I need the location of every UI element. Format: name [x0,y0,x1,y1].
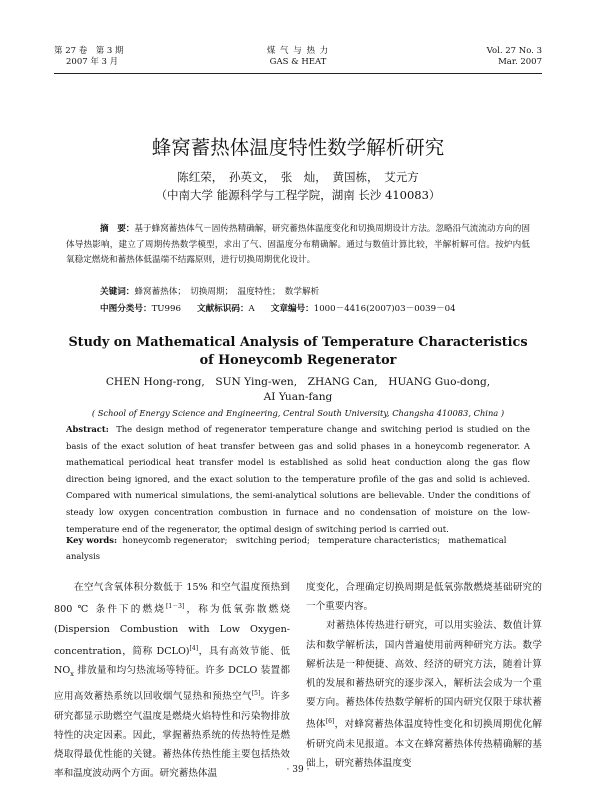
paper-title-cn: 蜂窝蓄热体温度特性数学解析研究 [151,136,445,159]
body-right-paragraph-1: 度变化，合理确定切换周期是低氧弥散燃烧基础研究的一个重要内容。 [306,582,542,613]
citation-6: [6] [325,718,335,726]
affiliation-cn: （中南大学 能源科学与工程学院，湖南 长沙 410083） [155,188,441,202]
keywords-cn [100,285,530,299]
citation-1-3: [1－3] [166,603,185,611]
citation-4: [4] [189,644,199,652]
keywords-en-text: honeycomb regenerator; switching period; temperature characteristics; mathematical analysis [66,535,507,562]
body-left-text-2: ，称为低氧弥散燃烧 (Dispersion Combustion with Low Oxygen-concentration，简称 DCLO) [54,604,290,657]
journal-volume-info-en [487,46,542,68]
issue-date: 2007 年 3 月 [66,57,119,67]
article-number-label: 文章编号： [270,304,314,314]
body-right-text-1: 对蓄热体传热进行研究，可以用实验法、数值计算法和数学解析法，国内普遍使用前两种研究方法。数学解析法是一种便捷、高效、经济的研究方法，随着计算机的发展和蓄热研究的逐步深入，解析法会成为一个重要方向。蓄热体传热数学解析的国内研究仅限于球状蓄热体 [306,620,542,731]
body-left-text-5: 。许多研究都显示助燃空气温度是燃烧火焰特性和污染物排放特性的决定因素。因此，掌握蓄热系统的传热特性是燃烧取得最优性能的关键。蓄热体传热性能主要包括热效率和温度波动两个方面。研究蓄热体温 [54,691,291,780]
body-left-text-3: ，具有高效节能、低 NO [54,645,290,677]
paper-title-en [0,334,596,370]
paper-title-en-line1: Study on Mathematical Analysis of Temperature Characteristics [68,335,528,350]
doc-code-value: A [248,304,255,314]
abstract-cn [66,222,530,269]
page-number: · 39 · [286,765,310,775]
keywords-en-label: Key words: [66,535,118,545]
body-right-text-2: ，对蜂窝蓄热体温度特性变化和切换周期优化解析研究尚未见报道。本文在蜂窝蓄热体传热精确解的基础上，研究蓄热体温度变 [306,719,543,770]
nox-subscript: x [70,670,74,679]
body-column-left [54,578,290,784]
body-left-text-4: 排放量和均匀热流场等特征。许多 DCLO 装置都应用高效蓄热系统以回收烟气显热和预热空气 [54,665,290,703]
paper-title-en-line2: of Honeycomb Regenerator [199,353,397,368]
doc-code-label: 文献标识码： [196,304,249,314]
authors-cn: 陈红荣， 孙英文， 张 灿， 黄国栋， 艾元方 [177,170,419,184]
abstract-cn-label: 摘 要： [100,224,135,234]
clc-label: 中图分类号： [100,304,152,314]
journal-name-en: GAS & HEAT [269,57,327,67]
body-right-paragraph-2 [306,616,542,773]
abstract-en [66,421,530,537]
authors-en [0,375,596,405]
journal-name-cn: 煤 气 与 热 力 [266,46,330,56]
abstract-en-text: The design method of regenerator temperature change and switching period is studied on the basis of the exact solution of heat transfer between gas and solid phases in a honeycomb regenerator. A mathematical periodical heat transfer model is established as solid heat conduction along the gas flow direction being ignored, and the exact solution to the temperature profile of the gas and solid is achieved. Compared with numerical simulations, the semi-analytical solutions are believable. Under the conditions of steady low oxygen concentration combustion in furnace and no condensation of moisture on the low-temperature end of the regenerator, the optimal design of switching period is carried out. [66,424,531,534]
volume-issue: 第 27 卷 第 3 期 [54,46,124,56]
article-number-value: 1000－4416(2007)03－0039－04 [313,304,456,314]
body-column-right [306,578,542,773]
clc-value: TU996 [151,304,181,314]
volume-issue-en: Vol. 27 No. 3 [486,46,542,56]
keywords-cn-text: 蜂窝蓄热体； 切换周期； 温度特性； 数学解析 [134,287,320,297]
authors-en-line2: AI Yuan-fang [263,391,333,403]
body-left-text-1: 在空气含氧体积分数低于 15% 和空气温度预热到 800 ℃ 条件下的燃烧 [54,582,290,616]
keywords-en [66,532,530,565]
citation-5: [5] [251,690,261,698]
abstract-cn-text: 基于蜂窝蓄热体气－固传热精确解，研究蓄热体温度变化和切换周期设计方法。忽略沿气流流动方向的固体导热影响，建立了周期传热数学模型，求出了气、固温度分布精确解。通过与数值计算比较，半解析解可信。按炉内低氧稳定燃烧和蓄热体低温端不结露原则，进行切换周期优化设计。 [66,224,530,266]
affiliation-en: ( School of Energy Science and Engineering, Central South University, Changsha 410083, China ) [91,408,505,418]
classification-cn [100,302,530,316]
issue-date-en: Mar. 2007 [498,57,542,67]
keywords-cn-label: 关键词： [100,287,135,297]
authors-en-line1: CHEN Hong-rong, SUN Ying-wen, ZHANG Can, HUANG Guo-dong, [105,376,491,388]
abstract-en-label: Abstract: [66,424,109,434]
header-divider [54,73,542,74]
